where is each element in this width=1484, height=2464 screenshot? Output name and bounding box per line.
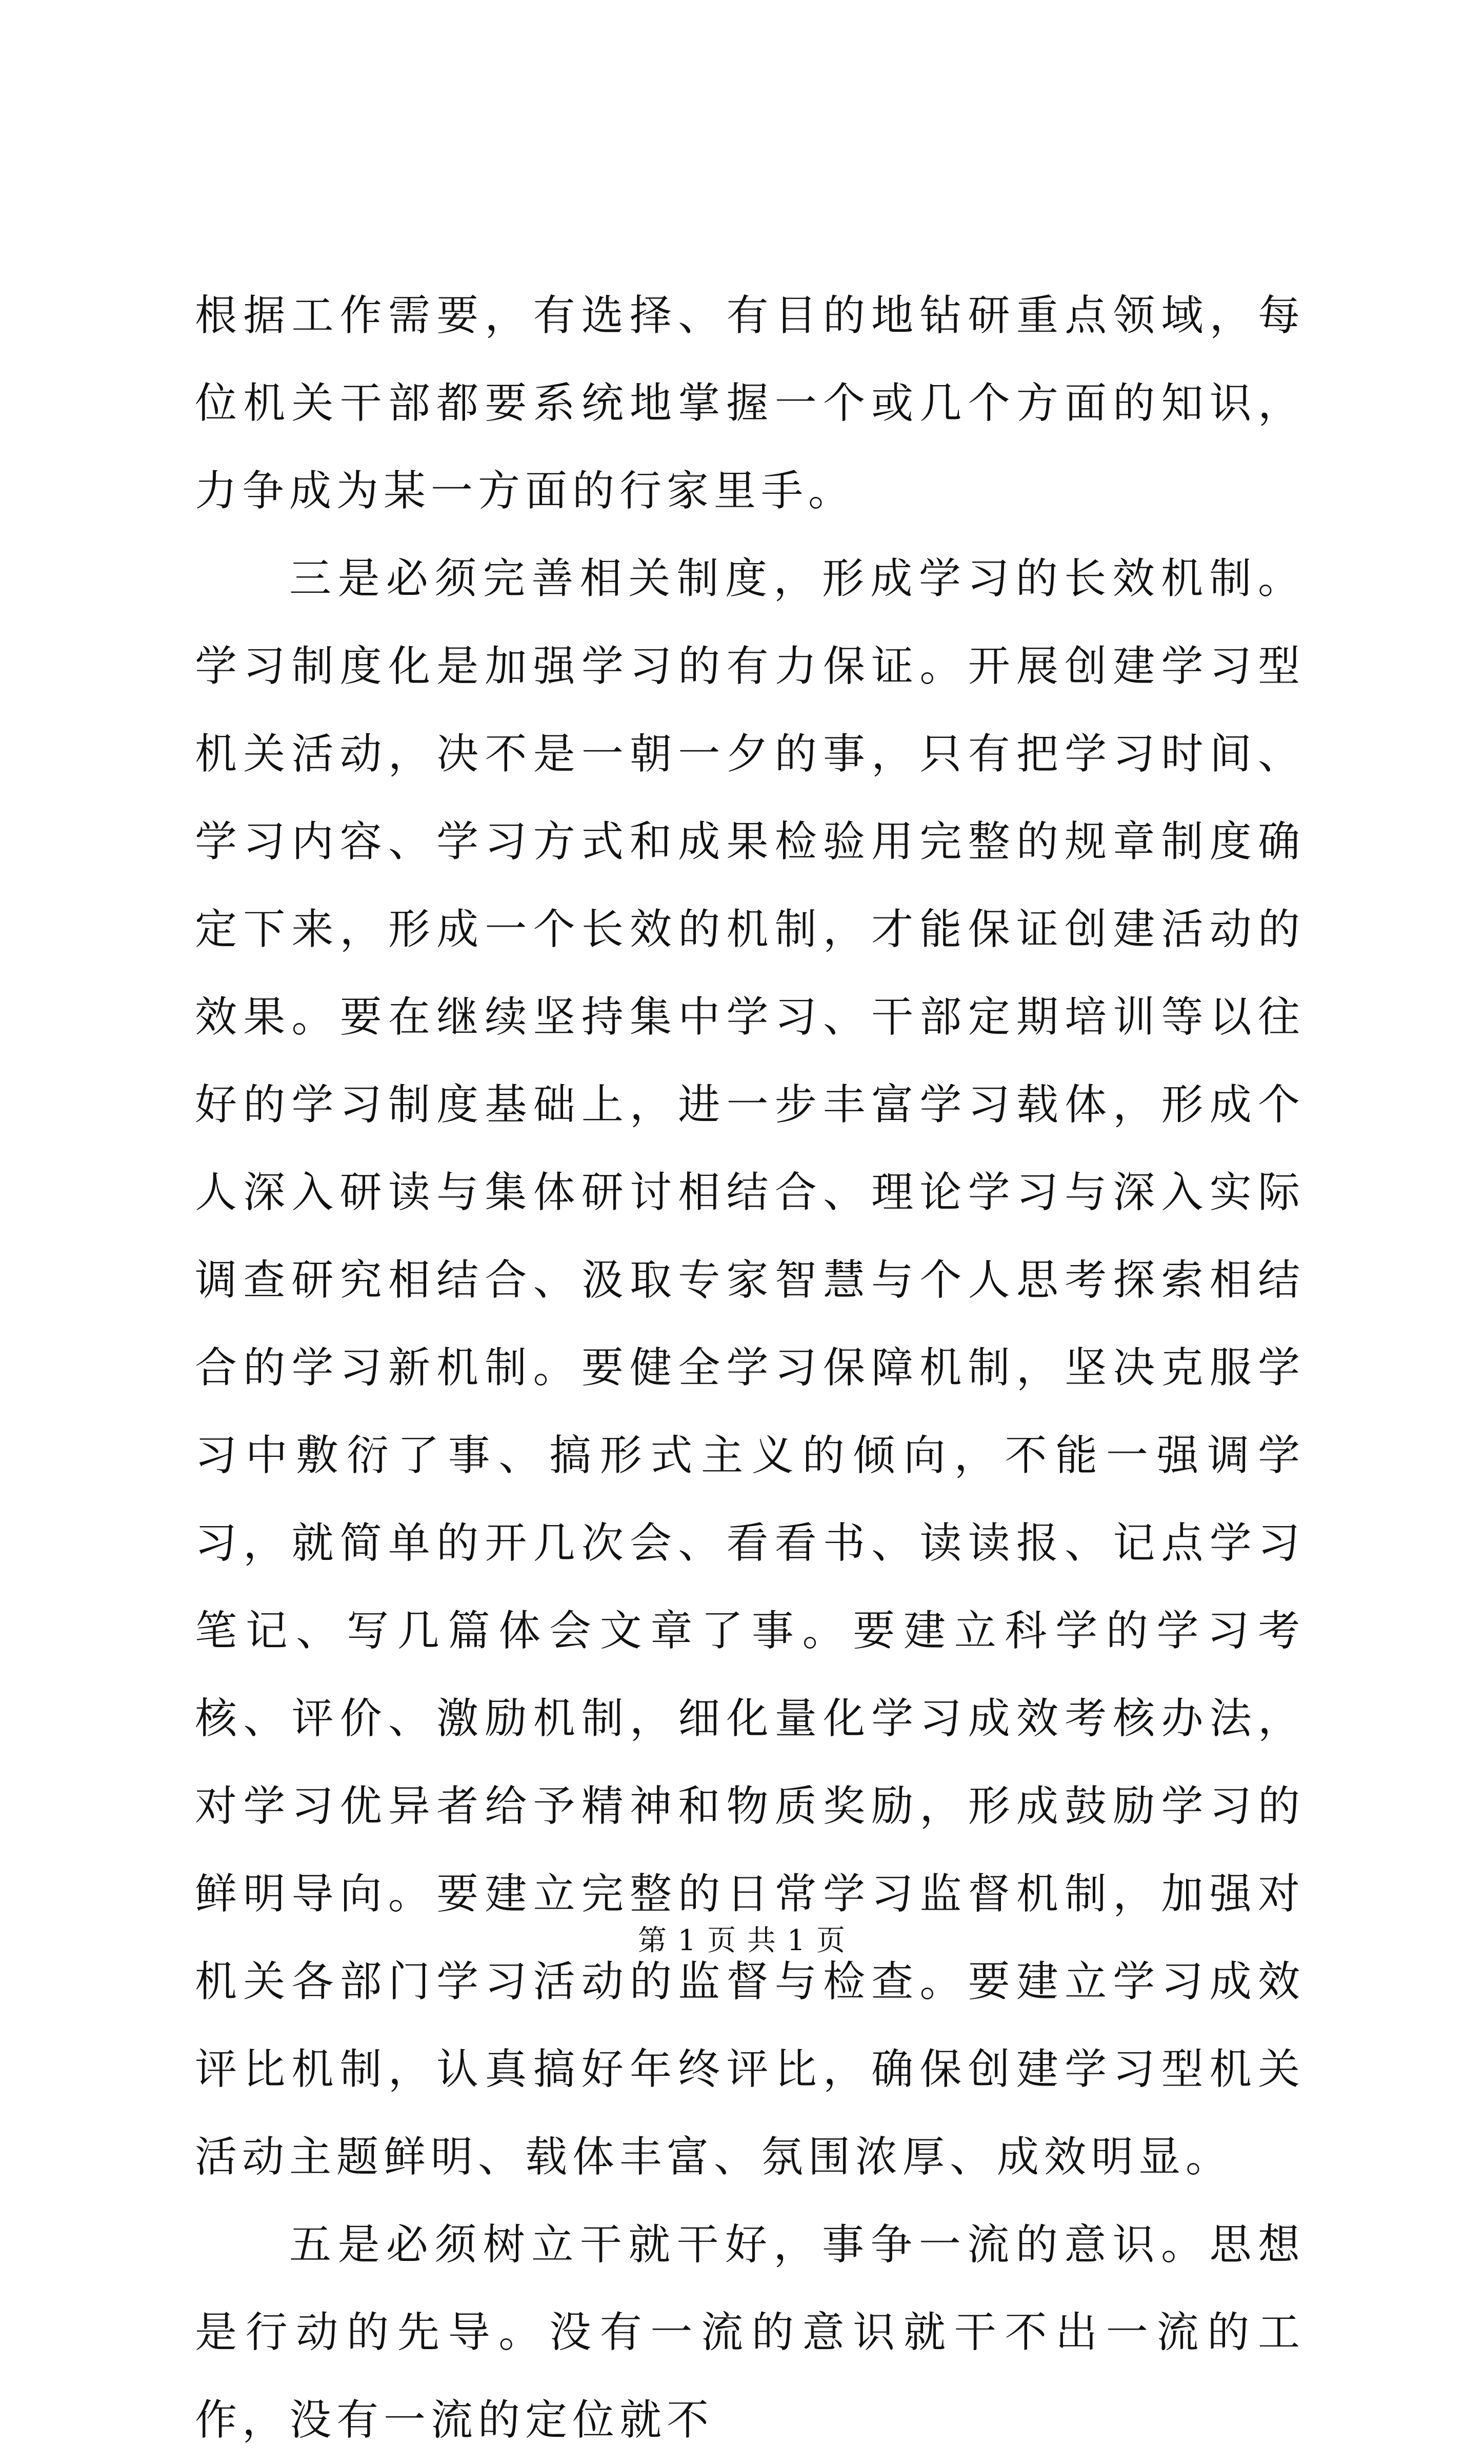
paragraph-institution-building: 三是必须完善相关制度，形成学习的长效机制。学习制度化是加强学习的有力保证。开展创建学习型机关活动，决不是一朝一夕的事，只有把学习时间、学习内容、学习方式和成果检验用完整的规章制度确定下来，形成一个长效的机制，才能保证创建活动的效果。要在继续坚持集中学习、干部定期培训等以往好的学习制度基础上，进一步丰富学习载体，形成个人深入研读与集体研讨相结合、理论学习与深入实际调查研究相结合、汲取专家智慧与个人思考探索相结合的学习新机制。要健全学习保障机制，坚决克服学习中敷衍了事、搞形式主义的倾向，不能一强调学习，就简单的开几次会、看看书、读读报、记点学习笔记、写几篇体会文章了事。要建立科学的学习考核、评价、激励机制，细化量化学习成效考核办法，对学习优异者给予精神和物质奖励，形成鼓励学习的鲜明导向。要建立完整的日常学习监督机制，加强对机关各部门学习活动的监督与检查。要建立学习成效评比机制，认真搞好年终评比，确保创建学习型机关活动主题鲜明、载体丰富、氛围浓厚、成效明显。 xyxy=(195,554,1305,2181)
page-number-footer: 第 1 页 共 1 页 xyxy=(637,1924,847,1957)
document-body xyxy=(195,272,1305,2464)
paragraph-continuation: 根据工作需要，有选择、有目的地钻研重点领域，每位机关干部都要系统地掌握一个或几个方面的知识，力争成为某一方面的行家里手。 xyxy=(195,291,1305,515)
paragraph-first-class-awareness: 五是必须树立干就干好，事争一流的意识。思想是行动的先导。没有一流的意识就干不出一流的工作，没有一流的定位就不 xyxy=(195,2220,1305,2445)
